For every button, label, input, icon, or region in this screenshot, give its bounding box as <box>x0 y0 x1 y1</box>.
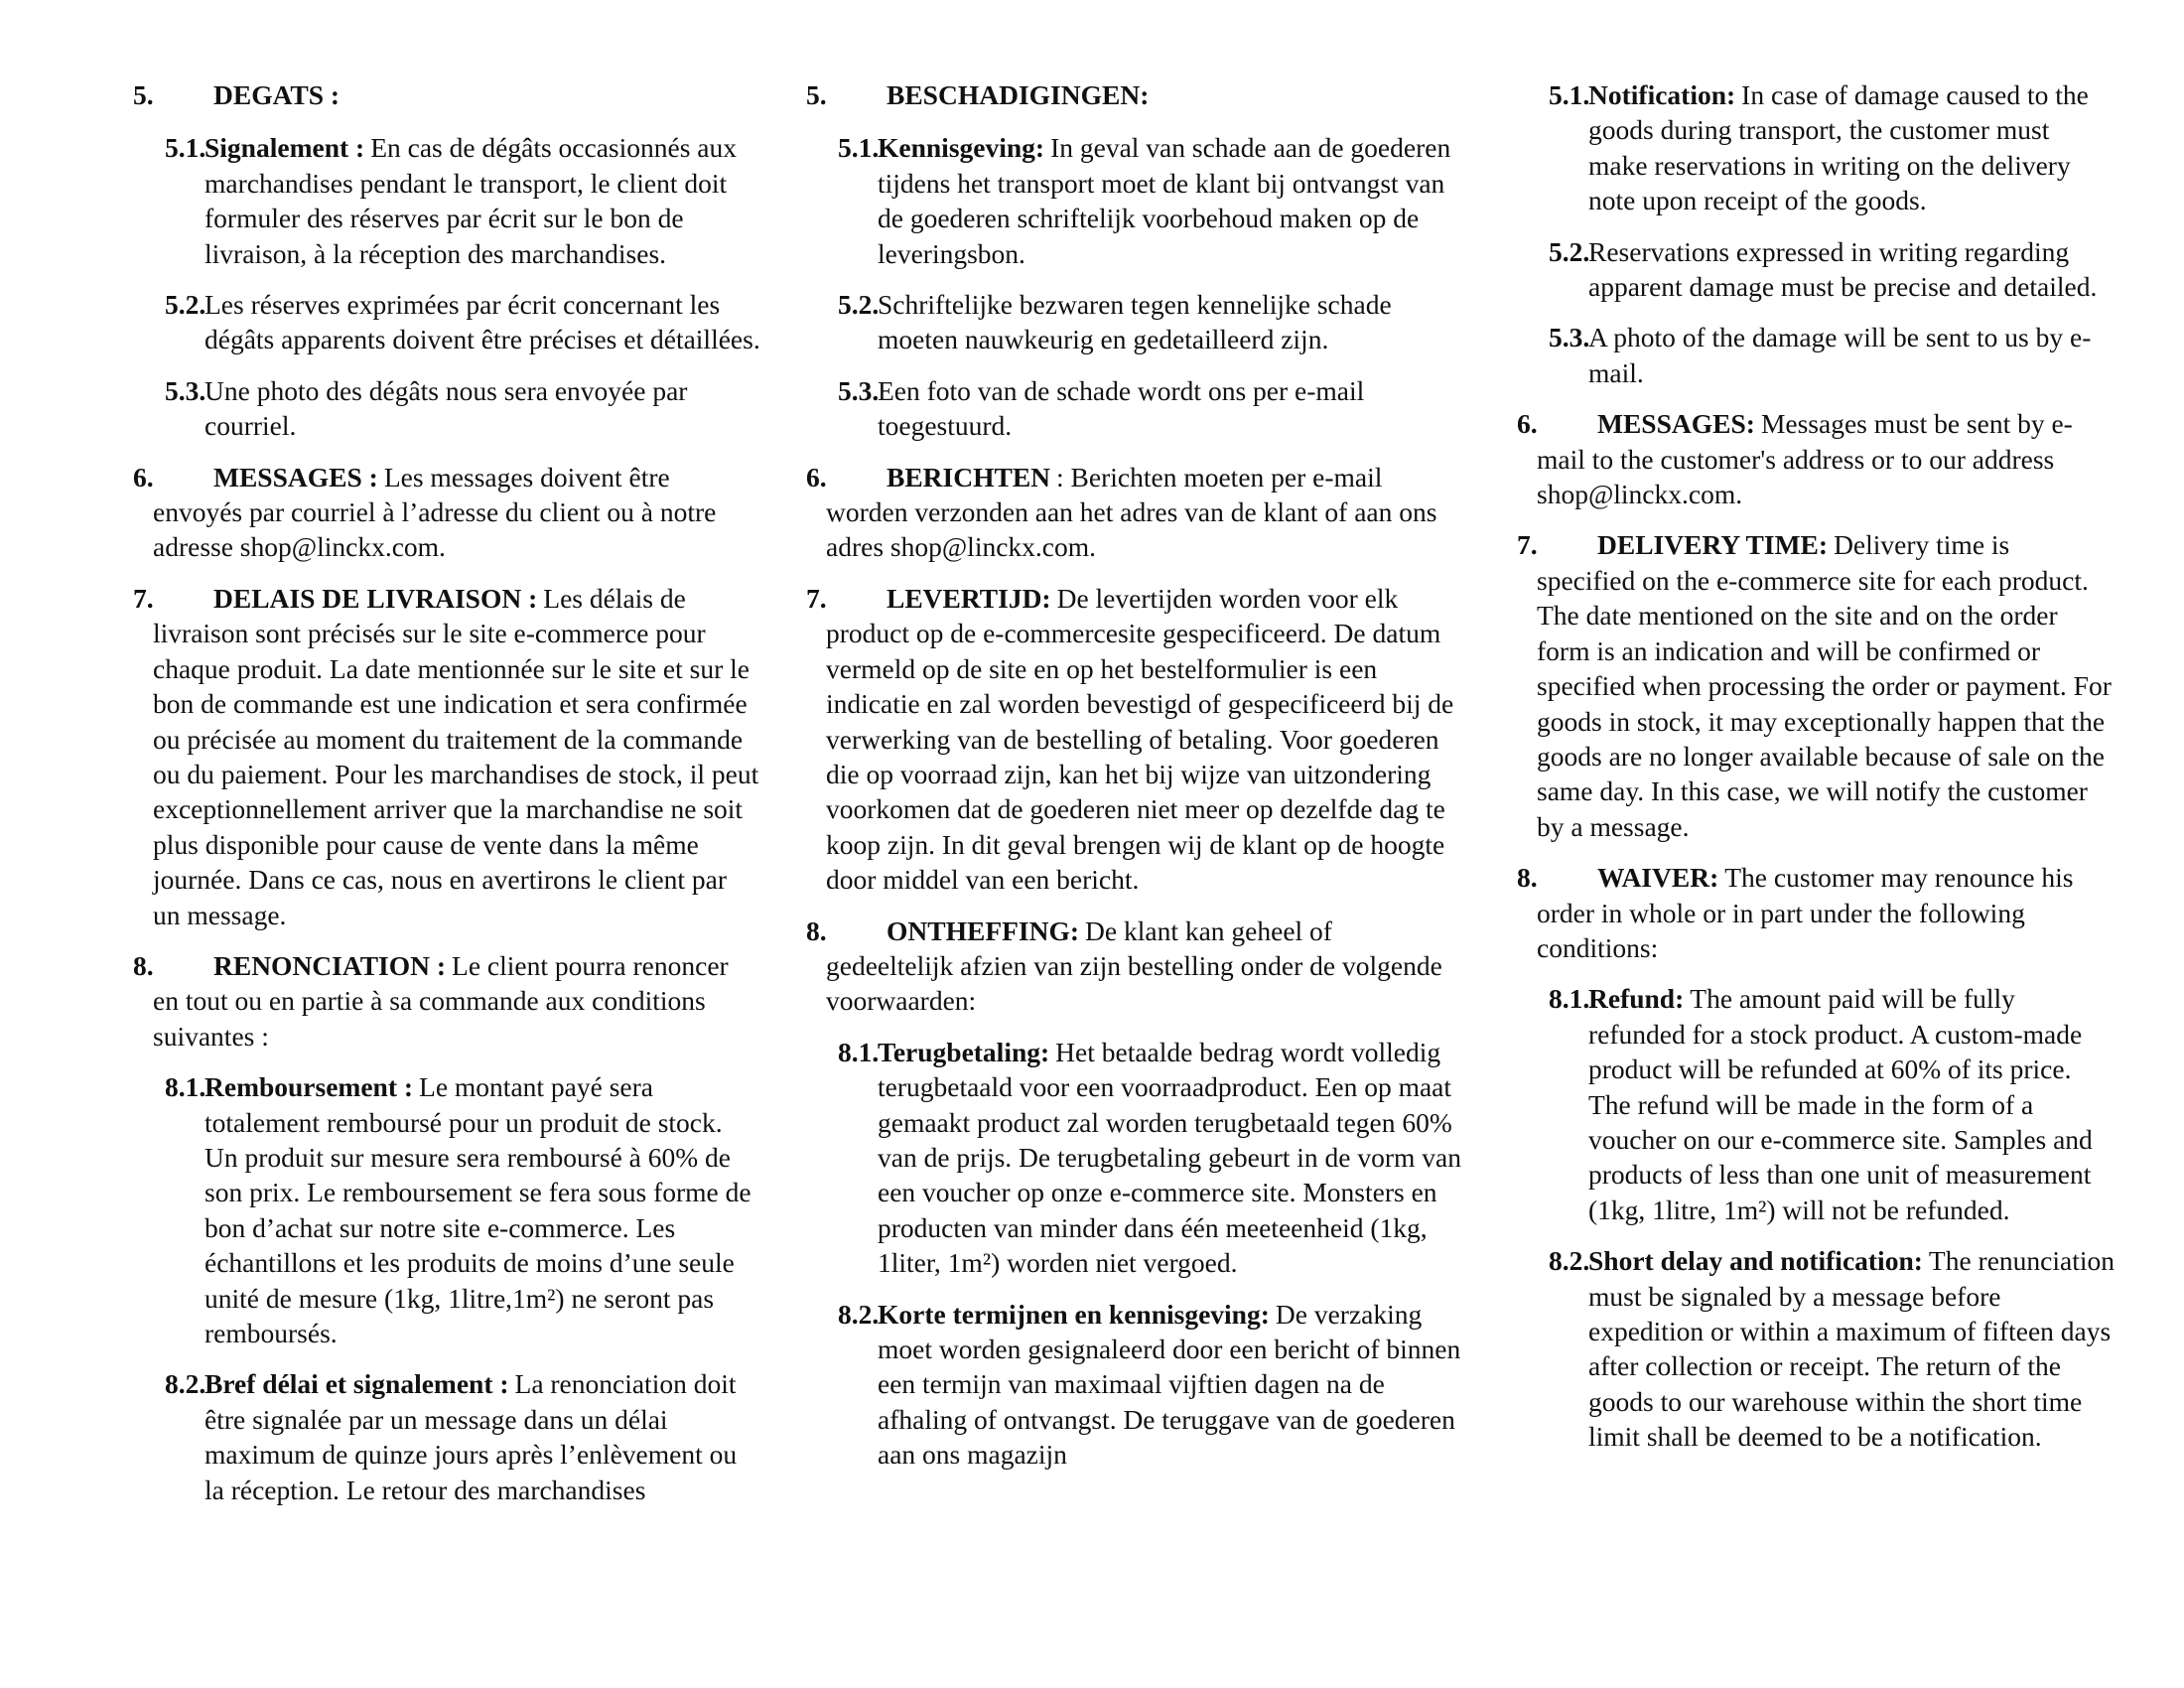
subsection-5-3 <box>165 373 760 444</box>
paragraph-text: De klant kan geheel of gedeeltelijk afzien van zijn bestelling onder de volgende voorwaarden: <box>826 914 1442 1017</box>
subsection-5-2 <box>165 287 760 357</box>
section-6 <box>133 460 760 565</box>
section-number: 6. <box>133 461 154 492</box>
section-number: 5. <box>133 79 154 110</box>
section-7 <box>1517 527 2115 844</box>
subsection-number: 5.3. <box>165 374 206 406</box>
section-7 <box>133 581 760 932</box>
section-number: 8. <box>133 949 154 981</box>
subsection-number: 5.3. <box>1549 322 1590 353</box>
subsection-title: Refund: <box>1588 983 1685 1015</box>
paragraph-text: Delivery time is specified on the e-commerce site for each product. The date mentioned on the site and on the order form is an indication and will be confirmed or specified when processing the order or payment. For goods in stock, it may exceptionally happen that the goods are no longer available because of sale on the same day. In this case, we will notify the customer by a message. <box>1537 529 2112 842</box>
section-6 <box>1517 406 2115 511</box>
paragraph-text: Les messages doivent être envoyés par courriel à l’adresse du client ou à notre adresse shop@linckx.com. <box>153 461 717 563</box>
subsection-5-3 <box>838 373 1461 444</box>
section-number: 8. <box>1517 862 1538 894</box>
subsection-number: 8.2. <box>165 1368 206 1400</box>
subsection-title: Bref délai et signalement : <box>205 1368 509 1400</box>
section-title: RENONCIATION : <box>213 949 447 981</box>
paragraph-text: Le client pourra renoncer en tout ou en partie à sa commande aux conditions suivantes : <box>153 949 729 1052</box>
paragraph-text: Les réserves exprimées par écrit concernant les dégâts apparents doivent être précises et détaillées. <box>205 289 760 355</box>
paragraph-text: The renunciation must be signaled by a message before expedition or within a maximum of fifteen days after collection or receipt. The return of the goods to our warehouse within the short time limit shall be deemed to be a notification. <box>1588 1245 2115 1453</box>
paragraph-text: Schriftelijke bezwaren tegen kennelijke schade moeten nauwkeurig en gedetailleerd zijn. <box>878 289 1392 355</box>
section-title: MESSAGES: <box>1597 408 1755 440</box>
section-5 <box>133 77 760 112</box>
paragraph-text: De levertijden worden voor elk product op de e-commercesite gespecificeerd. De datum vermeld op de site en op het bestelformulier is een indicatie en zal worden bevestigd of gespecificeerd bij de verwerking van de bestelling of betaling. Voor goederen die op voorraad zijn, kan het bij wijze van uitzondering voorkomen dat de goederen niet meer op dezelfde dag te koop zijn. In dit geval brengen wij de klant op de hoogte door middel van een bericht. <box>826 582 1454 896</box>
section-title: DEGATS : <box>213 79 341 110</box>
subsection-number: 8.1. <box>1549 983 1590 1015</box>
paragraph-text: En cas de dégâts occasionnés aux marchandises pendant le transport, le client doit formuler des réserves par écrit sur le bon de livraison, à la réception des marchandises. <box>205 132 738 269</box>
paragraph-text: Een foto van de schade wordt ons per e-mail toegestuurd. <box>878 374 1365 442</box>
section-number: 6. <box>1517 408 1538 440</box>
section-title: WAIVER: <box>1597 862 1719 894</box>
subsection-title: Korte termijnen en kennisgeving: <box>878 1298 1270 1330</box>
section-number: 8. <box>806 914 827 946</box>
section-number: 7. <box>806 582 827 614</box>
section-title: BERICHTEN <box>887 461 1051 492</box>
subsection-5-3 <box>1549 320 2115 390</box>
paragraph-text: In geval van schade aan de goederen tijdens het transport moet de klant bij ontvangst van de goederen schriftelijk voorbehoud maken op de leveringsbon. <box>878 132 1451 269</box>
subsection-title: Signalement : <box>205 132 365 164</box>
subsection-number: 8.1. <box>838 1036 880 1067</box>
subsection-5-1 <box>1549 77 2115 218</box>
section-8 <box>806 914 1461 1019</box>
subsection-title: Kennisgeving: <box>878 132 1045 164</box>
subsection-5-2 <box>838 287 1461 357</box>
subsection-5-1 <box>165 130 760 271</box>
section-title: MESSAGES : <box>213 461 378 492</box>
section-number: 7. <box>1517 529 1538 561</box>
paragraph-text: La renonciation doit être signalée par un message dans un délai maximum de quinze jours après l’enlèvement ou la réception. Le retour des marchandises <box>205 1368 738 1505</box>
subsection-5-2 <box>1549 234 2115 305</box>
subsection-8-1 <box>165 1069 760 1350</box>
paragraph-text: : Berichten moeten per e-mail worden verzonden aan het adres van de klant of aan ons adres shop@linckx.com. <box>826 461 1437 563</box>
paragraph-text: Het betaalde bedrag wordt volledig terugbetaald voor een voorraadproduct. Een op maat gemaakt product zal worden terugbetaald tegen 60% van de prijs. De terugbetaling gebeurt in de vorm van een voucher op onze e-commerce site. Monsters en producten van minder dans één meeteenheid (1kg, 1liter, 1m²) worden niet vergoed. <box>878 1036 1462 1279</box>
section-5 <box>806 77 1461 112</box>
subsection-number: 8.2. <box>838 1298 880 1330</box>
subsection-number: 5.2. <box>1549 235 1590 267</box>
section-number: 6. <box>806 461 827 492</box>
section-title: DELAIS DE LIVRAISON : <box>213 582 538 614</box>
section-7 <box>806 581 1461 898</box>
subsection-5-1 <box>838 130 1461 271</box>
section-title: DELIVERY TIME: <box>1597 529 1829 561</box>
subsection-number: 8.1. <box>165 1071 206 1103</box>
section-6 <box>806 460 1461 565</box>
paragraph-text: De verzaking moet worden gesignaleerd door een bericht of binnen een termijn van maximaal vijftien dagen na de afhaling of ontvangst. De teruggave van de goederen aan ons magazijn <box>878 1298 1461 1471</box>
paragraph-text: Reservations expressed in writing regarding apparent damage must be precise and detailed. <box>1588 235 2098 303</box>
column-french <box>133 77 760 1523</box>
paragraph-text: The amount paid will be fully refunded for a stock product. A custom-made product will be refunded at 60% of its price. The refund will be made in the form of a voucher on our e-commerce site. Samples and products of less than one unit of measurement (1kg, 1litre, 1m²) will not be refunded. <box>1588 983 2093 1225</box>
paragraph-text: Messages must be sent by e-mail to the customer's address or to our address shop@linckx.com. <box>1537 408 2073 510</box>
subsection-number: 5.2. <box>165 289 206 321</box>
subsection-title: Notification: <box>1588 79 1736 110</box>
paragraph-text: Les délais de livraison sont précisés sur le site e-commerce pour chaque produit. La date mentionnée sur le site et sur le bon de commande est une indication et sera confirmée ou précisée au moment du traitement de la commande ou du paiement. Pour les marchandises de stock, il peut exceptionnellement arriver que la marchandise ne soit plus disponible pour cause de vente dans la même journée. Dans ce cas, nous en avertirons le client par un message. <box>153 582 759 930</box>
subsection-number: 5.2. <box>838 289 880 321</box>
subsection-number: 8.2. <box>1549 1245 1590 1277</box>
section-number: 7. <box>133 582 154 614</box>
column-english <box>1517 77 2115 1471</box>
subsection-8-2 <box>165 1366 760 1507</box>
subsection-8-2 <box>838 1297 1461 1473</box>
paragraph-text: Une photo des dégâts nous sera envoyée par courriel. <box>205 374 688 442</box>
subsection-number: 5.1. <box>165 132 206 164</box>
column-dutch <box>806 77 1461 1488</box>
paragraph-text: A photo of the damage will be sent to us by e-mail. <box>1588 322 2092 388</box>
subsection-8-1 <box>838 1035 1462 1281</box>
subsection-number: 5.1. <box>1549 79 1590 110</box>
paragraph-text: The customer may renounce his order in whole or in part under the following conditions: <box>1537 862 2074 963</box>
section-title: BESCHADIGINGEN: <box>887 79 1150 110</box>
section-title: ONTHEFFING: <box>887 914 1080 946</box>
subsection-number: 5.1. <box>838 132 880 164</box>
subsection-8-1 <box>1549 981 2115 1227</box>
subsection-number: 5.3. <box>838 374 880 406</box>
subsection-title: Terugbetaling: <box>878 1036 1050 1067</box>
section-8 <box>1517 860 2115 965</box>
subsection-title: Remboursement : <box>205 1071 414 1103</box>
subsection-8-2 <box>1549 1243 2115 1454</box>
section-number: 5. <box>806 79 827 110</box>
subsection-title: Short delay and notification: <box>1588 1245 1923 1277</box>
paragraph-text: Le montant payé sera totalement remboursé pour un produit de stock. Un produit sur mesure sera remboursé à 60% de son prix. Le remboursement se fera sous forme de bon d’achat sur notre site e-commerce. Les échantillons et les produits de moins d’une seule unité de mesure (1kg, 1litre,1m²) ne seront pas remboursés. <box>205 1071 751 1348</box>
paragraph-text: In case of damage caused to the goods during transport, the customer must make reservations in writing on the delivery note upon receipt of the goods. <box>1588 79 2089 216</box>
section-8 <box>133 948 760 1054</box>
section-title: LEVERTIJD: <box>887 582 1051 614</box>
